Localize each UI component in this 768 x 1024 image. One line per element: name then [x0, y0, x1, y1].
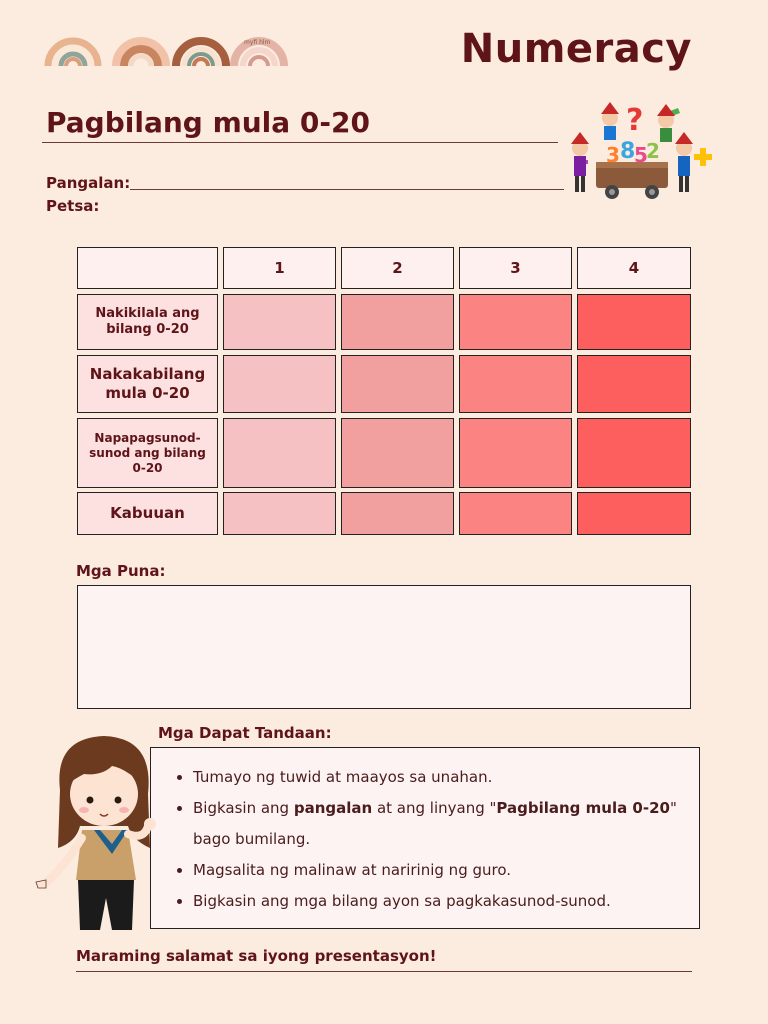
rubric-corner-cell	[77, 247, 218, 289]
name-label: Pangalan:	[46, 174, 131, 192]
score-cell[interactable]	[341, 492, 454, 535]
score-cell[interactable]	[223, 418, 336, 488]
score-cell[interactable]	[577, 418, 691, 488]
score-cell[interactable]	[459, 492, 572, 535]
criterion-label: Kabuuan	[77, 492, 218, 535]
score-cell[interactable]	[459, 355, 572, 413]
name-field-line[interactable]	[130, 189, 564, 190]
reminders-label: Mga Dapat Tandaan:	[158, 724, 332, 742]
reminders-list	[193, 762, 681, 917]
level-header: 2	[341, 247, 454, 289]
list-item: • Tumayo ng tuwid at maayos sa unahan.	[193, 762, 681, 793]
thanks-message: Maraming salamat sa iyong presentasyon!	[76, 947, 437, 965]
score-cell[interactable]	[223, 492, 336, 535]
criterion-label: Nakikilala ang bilang 0-20	[77, 294, 218, 350]
criterion-label: Napapagsunod-sunod ang bilang 0-20	[77, 418, 218, 488]
score-cell[interactable]	[577, 492, 691, 535]
reminders-box	[150, 747, 700, 929]
girl-illustration	[32, 730, 172, 930]
rainbow-icon	[230, 22, 288, 66]
criterion-label: Nakakabilang mula 0-20	[77, 355, 218, 413]
score-cell[interactable]	[577, 355, 691, 413]
rainbow-icon	[112, 22, 170, 66]
score-cell[interactable]	[341, 418, 454, 488]
svg-text:5: 5	[634, 143, 648, 167]
page-title: Pagbilang mula 0-20	[46, 106, 370, 139]
svg-text:2: 2	[646, 139, 660, 163]
svg-text:?: ?	[626, 103, 644, 138]
level-header: 4	[577, 247, 691, 289]
rainbow-icon	[172, 22, 230, 66]
comments-box[interactable]	[77, 585, 691, 709]
date-label: Petsa:	[46, 197, 100, 215]
svg-text:8: 8	[620, 139, 636, 164]
score-cell[interactable]	[223, 355, 336, 413]
score-cell[interactable]	[223, 294, 336, 350]
level-header: 1	[223, 247, 336, 289]
rainbow-icon	[44, 22, 102, 66]
decor-text: myfi hlm	[244, 39, 271, 46]
list-item: • Bigkasin ang mga bilang ayon sa pagkakasunod-sunod.	[193, 886, 681, 917]
title-divider	[42, 142, 558, 143]
list-item: • Magsalita ng malinaw at naririnig ng guro.	[193, 855, 681, 886]
comments-label: Mga Puna:	[76, 562, 166, 580]
list-item: • Bigkasin ang pangalan at ang linyang "Pagbilang mula 0-20" bago bumilang.	[193, 793, 681, 855]
svg-text:3: 3	[606, 143, 620, 167]
footer-divider	[76, 971, 692, 972]
score-cell[interactable]	[577, 294, 691, 350]
score-cell[interactable]	[459, 294, 572, 350]
score-cell[interactable]	[341, 355, 454, 413]
score-cell[interactable]	[341, 294, 454, 350]
level-header: 3	[459, 247, 572, 289]
kids-numbers-illustration	[566, 96, 716, 202]
brand-title: Numeracy	[460, 26, 692, 72]
score-cell[interactable]	[459, 418, 572, 488]
